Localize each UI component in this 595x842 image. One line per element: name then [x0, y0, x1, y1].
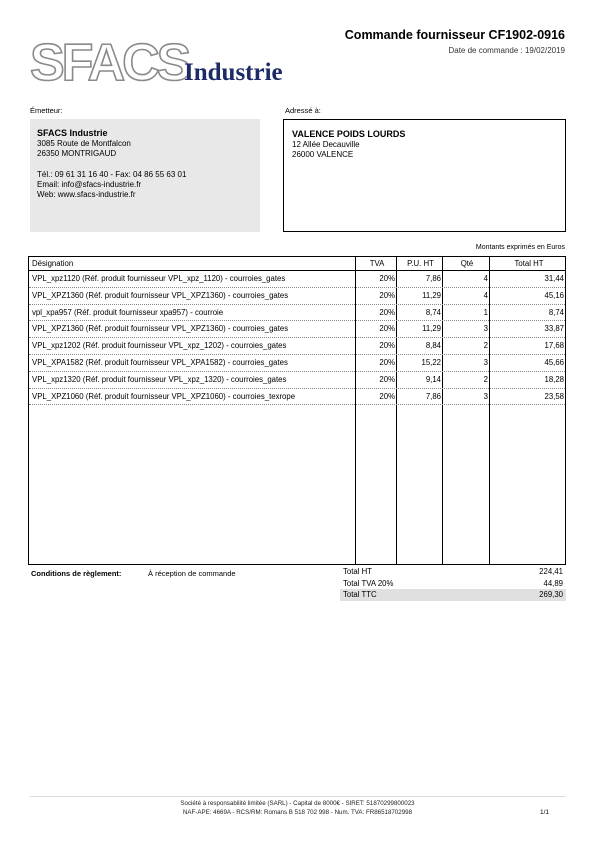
- payment-terms-value: À réception de commande: [148, 569, 236, 578]
- cell-unit-price: 7,86: [425, 391, 441, 401]
- sender-address-line1: 3085 Route de Montfalcon: [37, 139, 131, 148]
- total-tva-value: 44,89: [543, 578, 563, 588]
- footer-legal-line2: NAF-APE: 4669A - RCS/RM: Romans B 518 702 998 - Num. TVA: FR86518702998: [182, 809, 413, 816]
- emitter-label: Émetteur:: [30, 106, 63, 115]
- logo-main-text: SFACS: [30, 36, 189, 86]
- cell-quantity: 3: [483, 357, 488, 367]
- table-row: [29, 288, 565, 305]
- cell-total-ht: 18,28: [544, 374, 564, 384]
- recipient-block: [283, 119, 566, 232]
- cell-designation: VPL_XPZ1360 (Réf. produit fournisseur VPL_XPZ1360) - courroies_gates: [32, 290, 289, 300]
- total-ttc-label: Total TTC: [343, 590, 377, 599]
- cell-tva: 20%: [379, 391, 395, 401]
- cell-unit-price: 8,74: [425, 307, 441, 317]
- cell-tva: 20%: [379, 324, 395, 334]
- cell-quantity: 2: [483, 374, 488, 384]
- cell-designation: VPL_XPZ1360 (Réf. produit fournisseur VPL_XPZ1360) - courroies_gates: [32, 324, 289, 334]
- cell-total-ht: 45,66: [544, 357, 564, 367]
- sender-address-line2: 26350 MONTRIGAUD: [37, 149, 117, 159]
- page-number: 1/1: [539, 809, 549, 816]
- sender-block: [30, 119, 260, 232]
- header-unit-price: P.U. HT: [407, 259, 434, 268]
- logo-sub-text: Industrie: [184, 59, 283, 86]
- header-quantity: Qté: [460, 259, 474, 268]
- payment-terms-label: Conditions de règlement:: [31, 569, 122, 578]
- cell-tva: 20%: [379, 274, 395, 283]
- cell-unit-price: 11,29: [422, 324, 441, 334]
- total-ht-row: [340, 566, 566, 578]
- recipient-name: VALENCE POIDS LOURDS: [292, 129, 406, 139]
- table-row: [29, 389, 565, 406]
- cell-quantity: 4: [483, 274, 488, 283]
- cell-designation: VPL_XPA1582 (Réf. produit fournisseur VPL_XPA1582) - courroies_gates: [32, 357, 288, 367]
- cell-tva: 20%: [379, 290, 395, 300]
- table-row: [29, 355, 565, 372]
- header-total-ht: Total HT: [514, 259, 544, 268]
- table-row: [29, 271, 565, 288]
- items-table: [28, 256, 566, 565]
- cell-quantity: 4: [483, 290, 488, 300]
- table-row: [29, 338, 565, 355]
- table-header: [29, 257, 565, 271]
- cell-total-ht: 23,58: [544, 391, 564, 401]
- recipient-address-line1: 12 Allée Decauville: [292, 140, 360, 149]
- cell-total-ht: 8,74: [548, 307, 564, 317]
- footer-legal-line1: Société à responsabilité limitée (SARL) - Capital de 8000€ - SIRET: 51870299800023: [180, 800, 415, 807]
- total-ht-label: Total HT: [343, 567, 373, 576]
- totals-block: [340, 566, 566, 601]
- cell-total-ht: 45,16: [544, 290, 564, 300]
- document-title: Commande fournisseur CF1902-0916: [344, 28, 565, 42]
- cell-tva: 20%: [379, 341, 395, 351]
- sfacs-logo-image: [28, 36, 318, 86]
- cell-designation: VPL_xpz1320 (Réf. produit fournisseur VPL_xpz_1320) - courroies_gates: [32, 374, 287, 384]
- footer-divider: [30, 796, 566, 797]
- cell-designation: VPL_xpz1202 (Réf. produit fournisseur VPL_xpz_1202) - courroies_gates: [32, 341, 287, 351]
- cell-unit-price: 8,84: [425, 341, 441, 351]
- total-tva-label: Total TVA 20%: [343, 578, 394, 588]
- cell-quantity: 3: [483, 324, 488, 334]
- company-logo: [28, 36, 318, 86]
- header-tva: TVA: [369, 259, 385, 268]
- cell-quantity: 2: [483, 341, 488, 351]
- cell-tva: 20%: [379, 307, 395, 317]
- cell-total-ht: 33,87: [544, 324, 564, 334]
- total-ttc-value: 269,30: [539, 590, 563, 599]
- cell-unit-price: 7,86: [425, 274, 441, 283]
- cell-unit-price: 11,29: [422, 290, 441, 300]
- cell-designation: VPL_XPZ1060 (Réf. produit fournisseur VPL_XPZ1060) - courroies_texrope: [32, 391, 296, 401]
- table-row: [29, 321, 565, 338]
- addressed-label: Adressé à:: [285, 106, 321, 115]
- sender-name: SFACS Industrie: [37, 128, 108, 138]
- cell-designation: VPL_xpz1120 (Réf. produit fournisseur VPL_xpz_1120) - courroies_gates: [32, 274, 286, 283]
- cell-unit-price: 9,14: [425, 374, 441, 384]
- cell-quantity: 1: [483, 307, 488, 317]
- cell-quantity: 3: [483, 391, 488, 401]
- cell-tva: 20%: [379, 374, 395, 384]
- recipient-address-line2: 26000 VALENCE: [292, 150, 354, 160]
- sender-website: Web: www.sfacs-industrie.fr: [37, 190, 136, 200]
- cell-designation: vpl_xpa957 (Réf. produit fournisseur xpa957) - courroie: [32, 307, 224, 317]
- total-tva-row: [340, 578, 566, 590]
- total-ttc-row: [340, 589, 566, 601]
- cell-total-ht: 17,68: [544, 341, 564, 351]
- order-date: Date de commande : 19/02/2019: [448, 46, 565, 55]
- cell-tva: 20%: [379, 357, 395, 367]
- currency-note: Montants exprimés en Euros: [475, 244, 565, 251]
- table-row: [29, 305, 565, 322]
- total-ht-value: 224,41: [539, 567, 563, 576]
- sender-phone: Tél.: 09 61 31 16 40 - Fax: 04 86 55 63 01: [37, 169, 187, 179]
- header-designation: Désignation: [32, 259, 74, 268]
- table-row: [29, 372, 565, 389]
- sender-email: Email: info@sfacs-industrie.fr: [37, 179, 142, 189]
- cell-total-ht: 31,44: [544, 274, 564, 283]
- cell-unit-price: 15,22: [421, 357, 441, 367]
